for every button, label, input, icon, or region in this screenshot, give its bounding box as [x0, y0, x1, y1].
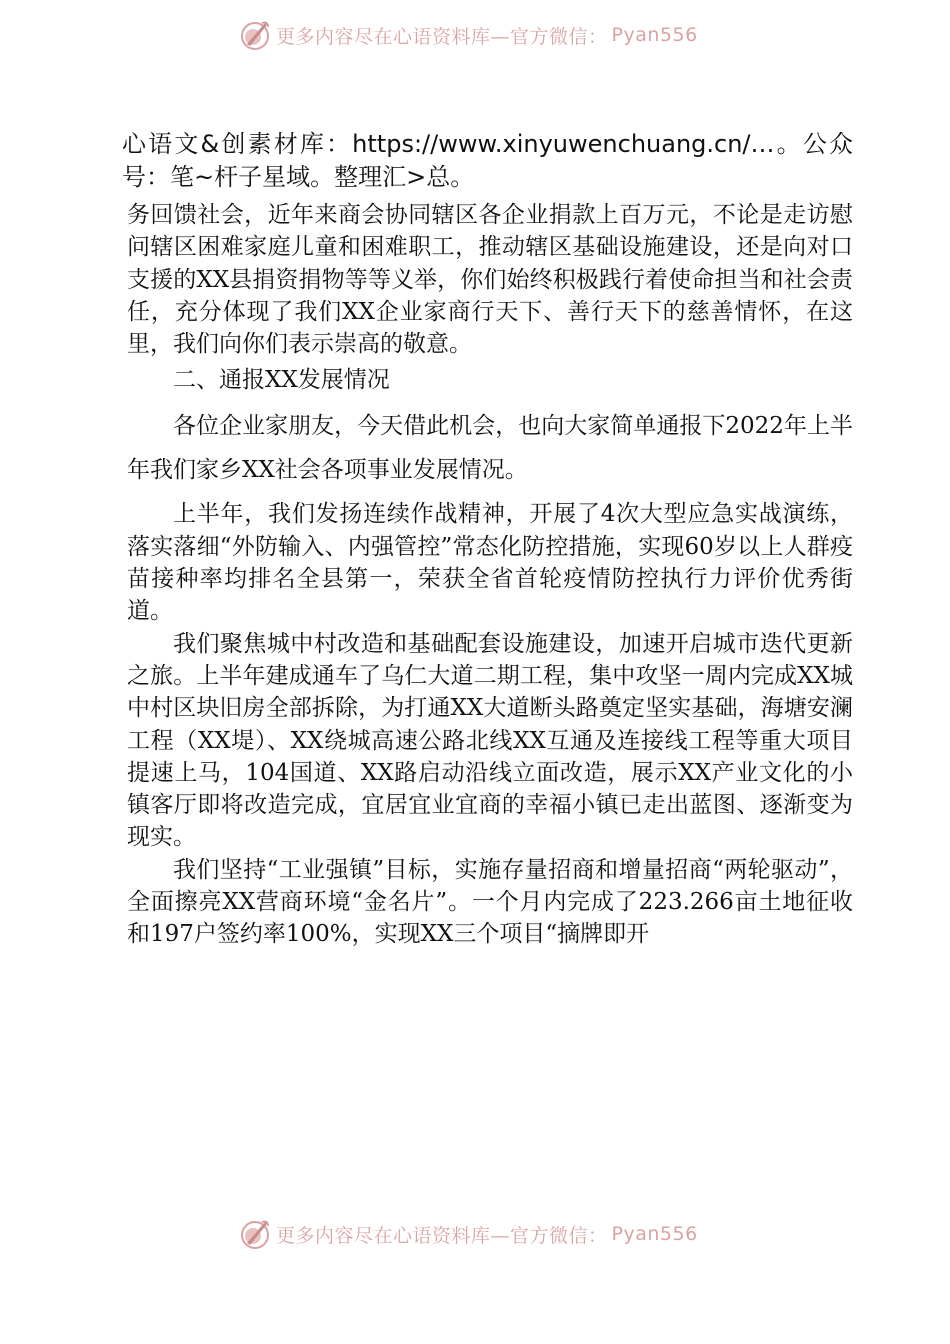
paragraph-industry: 我们坚持“工业强镇”目标，实施存量招商和增量招商“两轮驱动”，全面擦亮XX营商环境“金名片”。一个月内完成了223.266亩土地征收和197户签约率100%，实现XX三个项目“摘牌即开: [127, 856, 853, 948]
paragraph-continued: 务回馈社会，近年来商会协同辖区各企业捐款上百万元，不论是走访慰问辖区困难家庭儿童和困难职工，推动辖区基础设施建设，还是向对口支援的XX县捐资捐物等等义举，你们始终积极践行着使命担当和社会责任，充分体现了我们XX企业家商行天下、善行天下的慈善情怀，在这里，我们向你们表示崇高的敬意。: [127, 202, 853, 358]
watermark-wechat-id: Pyan556: [611, 24, 698, 46]
header-watermark: [238, 18, 718, 52]
document-body: [122, 128, 853, 951]
paragraph-epidemic: 上半年，我们发扬连续作战精神，开展了4次大型应急实战演练，落实落细“外防输入、内强管控”常态化防控措施，实现60岁以上人群疫苗接种率均排名全县第一，荣获全省首轮疫情防控执行力评价优秀街道。: [127, 501, 853, 625]
source-line: 心语文&创素材库：https://www.xinyuwenchuang.cn/…。公众号：笔~杆子星域。整理汇>总。: [122, 130, 853, 191]
watermark-text: 更多内容尽在心语资料库—官方微信：: [276, 25, 608, 48]
section-heading: 二、通报XX发展情况: [173, 367, 390, 394]
watermark-text: 更多内容尽在心语资料库—官方微信：: [276, 1224, 608, 1247]
quill-seal-icon: [238, 18, 272, 52]
quill-seal-icon: [238, 1217, 272, 1251]
paragraph-urban: 我们聚焦城中村改造和基础配套设施建设，加速开启城市迭代更新之旅。上半年建成通车了乌仁大道二期工程，集中攻坚一周内完成XX城中村区块旧房全部拆除，为打通XX大道断头路奠定坚实基础，海塘安澜工程（XX堤）、XX绕城高速公路北线XX互通及连接线工程等重大项目提速上马，104国道、XX路启动沿线立面改造，展示XX产业文化的小镇客厅即将改造完成，宜居宜业宜商的幸福小镇已走出蓝图、逐渐变为现实。: [127, 630, 853, 851]
paragraph-intro: 各位企业家朋友，今天借此机会，也向大家简单通报下2022年上半年我们家乡XX社会各项事业发展情况。: [127, 413, 853, 484]
footer-watermark: [238, 1217, 718, 1251]
watermark-wechat-id: Pyan556: [611, 1223, 698, 1245]
